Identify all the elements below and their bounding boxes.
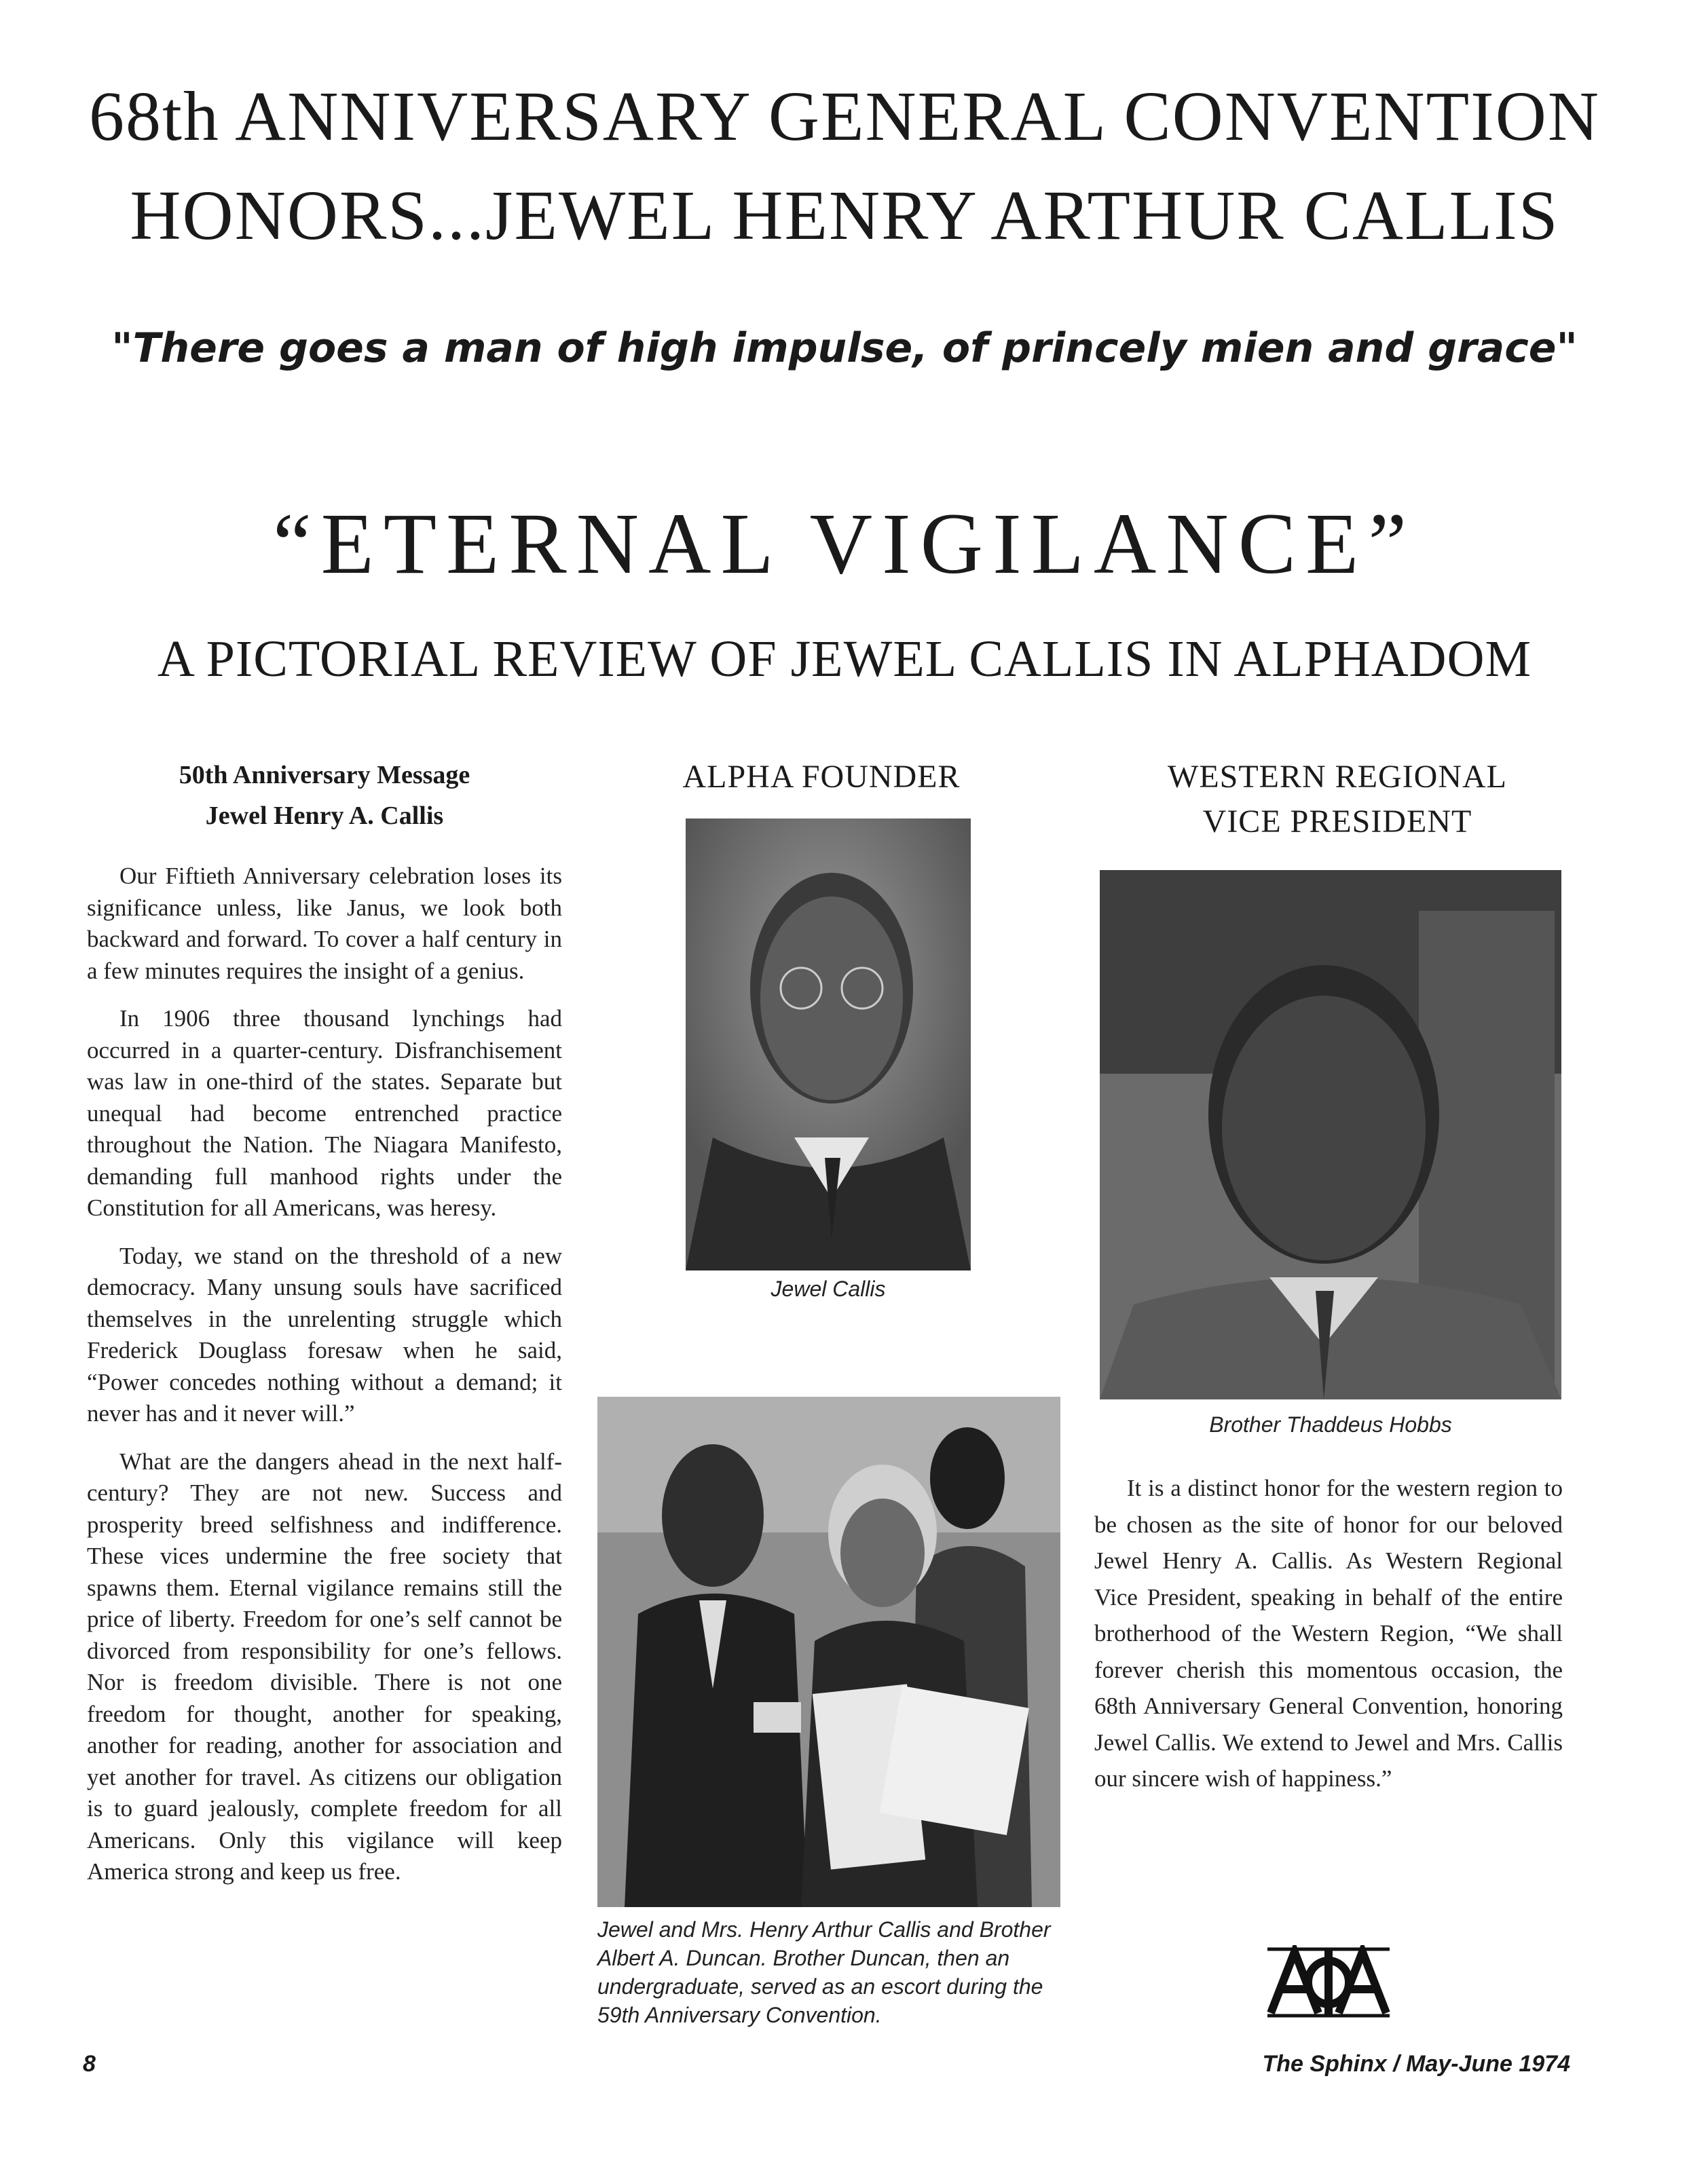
message-paragraph-2: In 1906 three thousand lynchings had occurred in a quarter-century. Disfranchisement was law in one-third of the states. Separate but unequal had become entrenched practice throughout the Nation. The Niagara Manifesto, demanding full manhood rights under the Constitution for all Americans, was heresy. (87, 1005, 562, 1221)
message-column (87, 755, 562, 836)
regional-caption: Brother Thaddeus Hobbs (1209, 1412, 1452, 1437)
headline-quote: "There goes a man of high impulse, of princely mien and grace" (111, 324, 1578, 372)
message-body (87, 861, 562, 1904)
group-photo (597, 1397, 1060, 1907)
message-paragraph-4: What are the dangers ahead in the next half-century? They are not new. Success and prosperity breed selfishness and indifference. These vices undermine the free society that spawns them. Eternal vigilance remains still the price of liberty. Freedom for one’s self cannot be divorced from responsibility for one’s fellows. Nor is freedom divisible. There is not one freedom for thought, another for speaking, another for reading, another for association and yet another for travel. As citizens our obligation is to guard jealously, complete freedom for all Americans. Only this vigilance will keep America strong and keep us free. (87, 1448, 562, 1885)
founder-portrait-photo (686, 818, 971, 1270)
message-paragraph-1: Our Fiftieth Anniversary celebration loses its significance unless, like Janus, we look both backward and forward. To cover a half century in a few minutes requires the insight of a genius. (87, 863, 562, 984)
founder-caption: Jewel Callis (771, 1277, 886, 1301)
headline-line-2: HONORS...JEWEL HENRY ARTHUR CALLIS (130, 176, 1559, 255)
headline-line-1: 68th ANNIVERSARY GENERAL CONVENTION (88, 77, 1601, 155)
publication-footer: The Sphinx / May-June 1974 (1262, 2051, 1570, 2077)
message-heading: 50th Anniversary Message (179, 761, 470, 789)
regional-heading-line-2: VICE PRESIDENT (1202, 804, 1472, 840)
group-photo-caption: Jewel and Mrs. Henry Arthur Callis and Brother Albert A. Duncan. Brother Duncan, then an undergraduate, served as an escort during the 59th Anniversary Convention. (597, 1917, 1051, 2027)
page-number: 8 (83, 2051, 96, 2077)
regional-heading (1086, 755, 1589, 844)
regional-portrait-photo (1100, 870, 1561, 1399)
message-author: Jewel Henry A. Callis (205, 802, 444, 830)
founder-heading: ALPHA FOUNDER (682, 759, 961, 795)
alpha-phi-alpha-letters-icon (1264, 1945, 1393, 2020)
article-title: “ETERNAL VIGILANCE” (272, 495, 1417, 592)
article-subtitle: A PICTORIAL REVIEW OF JEWEL CALLIS IN ALPHADOM (157, 630, 1532, 688)
regional-text (1094, 1470, 1563, 1813)
regional-heading-line-1: WESTERN REGIONAL (1168, 759, 1507, 795)
regional-paragraph: It is a distinct honor for the western region to be chosen as the site of honor for our beloved Jewel Henry A. Callis. As Western Regional Vice President, speaking in behalf of the entire brotherhood of the Western Region, “We shall forever cherish this momentous occasion, the 68th Anniversary General Convention, honoring Jewel Callis. We extend to Jewel and Mrs. Callis our sincere wish of happiness.” (1094, 1475, 1563, 1792)
message-paragraph-3: Today, we stand on the threshold of a new democracy. Many unsung souls have sacrificed themselves in the unrelenting struggle which Frederick Douglass foresaw when he said, “Power concedes nothing without a demand; it never has and it never will.” (87, 1242, 562, 1427)
